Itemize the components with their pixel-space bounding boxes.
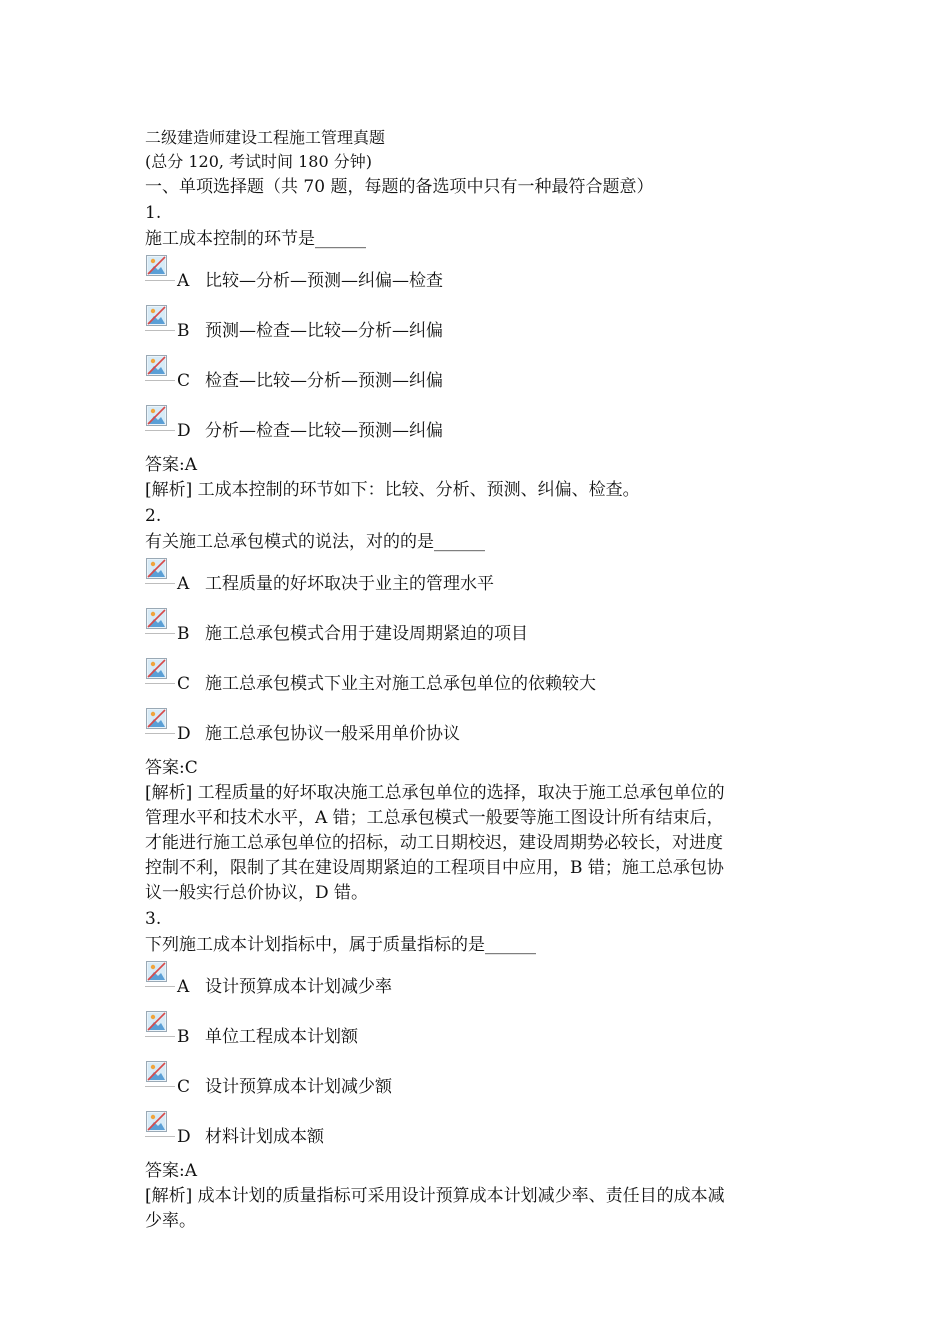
answer-line: 答案:C	[145, 758, 198, 778]
option-label: 设计预算成本计划减少率	[205, 977, 392, 997]
broken-image-icon	[145, 354, 175, 381]
option-letter: A	[177, 977, 190, 997]
option-label: 施工总承包模式合用于建设周期紧迫的项目	[205, 624, 528, 644]
question-number: 2.	[145, 506, 162, 526]
option-text	[177, 1024, 358, 1050]
analysis-line: 才能进行施工总承包单位的招标，动工日期校迟，建设周期势必较长，对进度	[145, 833, 723, 853]
option-label: 设计预算成本计划减少额	[205, 1077, 392, 1097]
option-row[interactable]	[145, 302, 825, 352]
document-subtitle: (总分 120, 考试时间 180 分钟)	[145, 152, 372, 171]
option-row[interactable]	[145, 958, 825, 1008]
option-text	[177, 368, 443, 394]
option-row[interactable]	[145, 252, 825, 302]
option-row[interactable]	[145, 705, 825, 755]
question-block	[145, 200, 825, 503]
question-list	[145, 200, 825, 1234]
broken-image-icon	[145, 1010, 175, 1037]
option-label: 预测—检查—比较—分析—纠偏	[205, 321, 443, 341]
option-letter: D	[177, 724, 191, 744]
option-letter: C	[177, 674, 191, 694]
option-letter: B	[177, 1027, 190, 1047]
analysis-text	[145, 478, 825, 503]
question-stem: 下列施工成本计划指标中，属于质量指标的是______	[145, 935, 536, 955]
option-text	[177, 418, 443, 444]
analysis-text	[145, 1184, 825, 1234]
analysis-line: 控制不利，限制了其在建设周期紧迫的工程项目中应用，B 错；施工总承包协	[145, 858, 724, 878]
question-block	[145, 503, 825, 906]
question-stem: 施工成本控制的环节是______	[145, 229, 366, 249]
broken-image-icon	[145, 304, 175, 331]
question-number: 1.	[145, 203, 162, 223]
option-label: 检查—比较—分析—预测—纠偏	[205, 371, 443, 391]
option-row[interactable]	[145, 402, 825, 452]
option-text	[177, 621, 528, 647]
broken-image-icon	[145, 1060, 175, 1087]
option-label: 分析—检查—比较—预测—纠偏	[205, 421, 443, 441]
option-letter: B	[177, 321, 190, 341]
option-row[interactable]	[145, 655, 825, 705]
option-text	[177, 671, 596, 697]
broken-image-icon	[145, 657, 175, 684]
option-label: 单位工程成本计划额	[205, 1027, 358, 1047]
option-label: 材料计划成本额	[205, 1127, 324, 1147]
analysis-line: [解析] 工程质量的好坏取决施工总承包单位的选择，取决于施工总承包单位的	[145, 783, 725, 803]
option-text	[177, 571, 494, 597]
option-label: 施工总承包协议一般采用单价协议	[205, 724, 460, 744]
option-row[interactable]	[145, 605, 825, 655]
option-letter: D	[177, 421, 191, 441]
option-row[interactable]	[145, 1108, 825, 1158]
option-label: 施工总承包模式下业主对施工总承包单位的依赖较大	[205, 674, 596, 694]
option-text	[177, 268, 443, 294]
option-text	[177, 1074, 392, 1100]
option-letter: A	[177, 271, 190, 291]
option-text	[177, 974, 392, 1000]
option-row[interactable]	[145, 555, 825, 605]
option-row[interactable]	[145, 1008, 825, 1058]
analysis-text	[145, 781, 825, 906]
option-text	[177, 721, 460, 747]
option-letter: A	[177, 574, 190, 594]
analysis-line: 少率。	[145, 1211, 196, 1231]
broken-image-icon	[145, 607, 175, 634]
question-number: 3.	[145, 909, 162, 929]
analysis-line: 管理水平和技术水平，A 错；工总承包模式一般要等施工图设计所有结束后，	[145, 808, 724, 828]
analysis-line: [解析] 工成本控制的环节如下：比较、分析、预测、纠偏、检查。	[145, 480, 640, 500]
broken-image-icon	[145, 254, 175, 281]
broken-image-icon	[145, 960, 175, 987]
option-label: 比较—分析—预测—纠偏—检查	[205, 271, 443, 291]
answer-line: 答案:A	[145, 1161, 198, 1181]
option-row[interactable]	[145, 1058, 825, 1108]
option-letter: C	[177, 371, 191, 391]
broken-image-icon	[145, 707, 175, 734]
question-stem: 有关施工总承包模式的说法，对的的是______	[145, 532, 485, 552]
analysis-line: 议一般实行总价协议，D 错。	[145, 883, 369, 903]
section-title: 一、单项选择题（共 70 题，每题的备选项中只有一种最符合题意）	[145, 177, 654, 197]
option-letter: B	[177, 624, 190, 644]
broken-image-icon	[145, 557, 175, 584]
broken-image-icon	[145, 404, 175, 431]
option-label: 工程质量的好坏取决于业主的管理水平	[205, 574, 494, 594]
option-row[interactable]	[145, 352, 825, 402]
analysis-line: [解析] 成本计划的质量指标可采用设计预算成本计划减少率、责任目的成本减	[145, 1186, 725, 1206]
option-text	[177, 318, 443, 344]
document-title: 二级建造师建设工程施工管理真题	[145, 128, 386, 147]
answer-line: 答案:A	[145, 455, 198, 475]
question-block	[145, 906, 825, 1234]
broken-image-icon	[145, 1110, 175, 1137]
document-page	[145, 126, 825, 1234]
option-letter: C	[177, 1077, 191, 1097]
option-text	[177, 1124, 324, 1150]
option-letter: D	[177, 1127, 191, 1147]
